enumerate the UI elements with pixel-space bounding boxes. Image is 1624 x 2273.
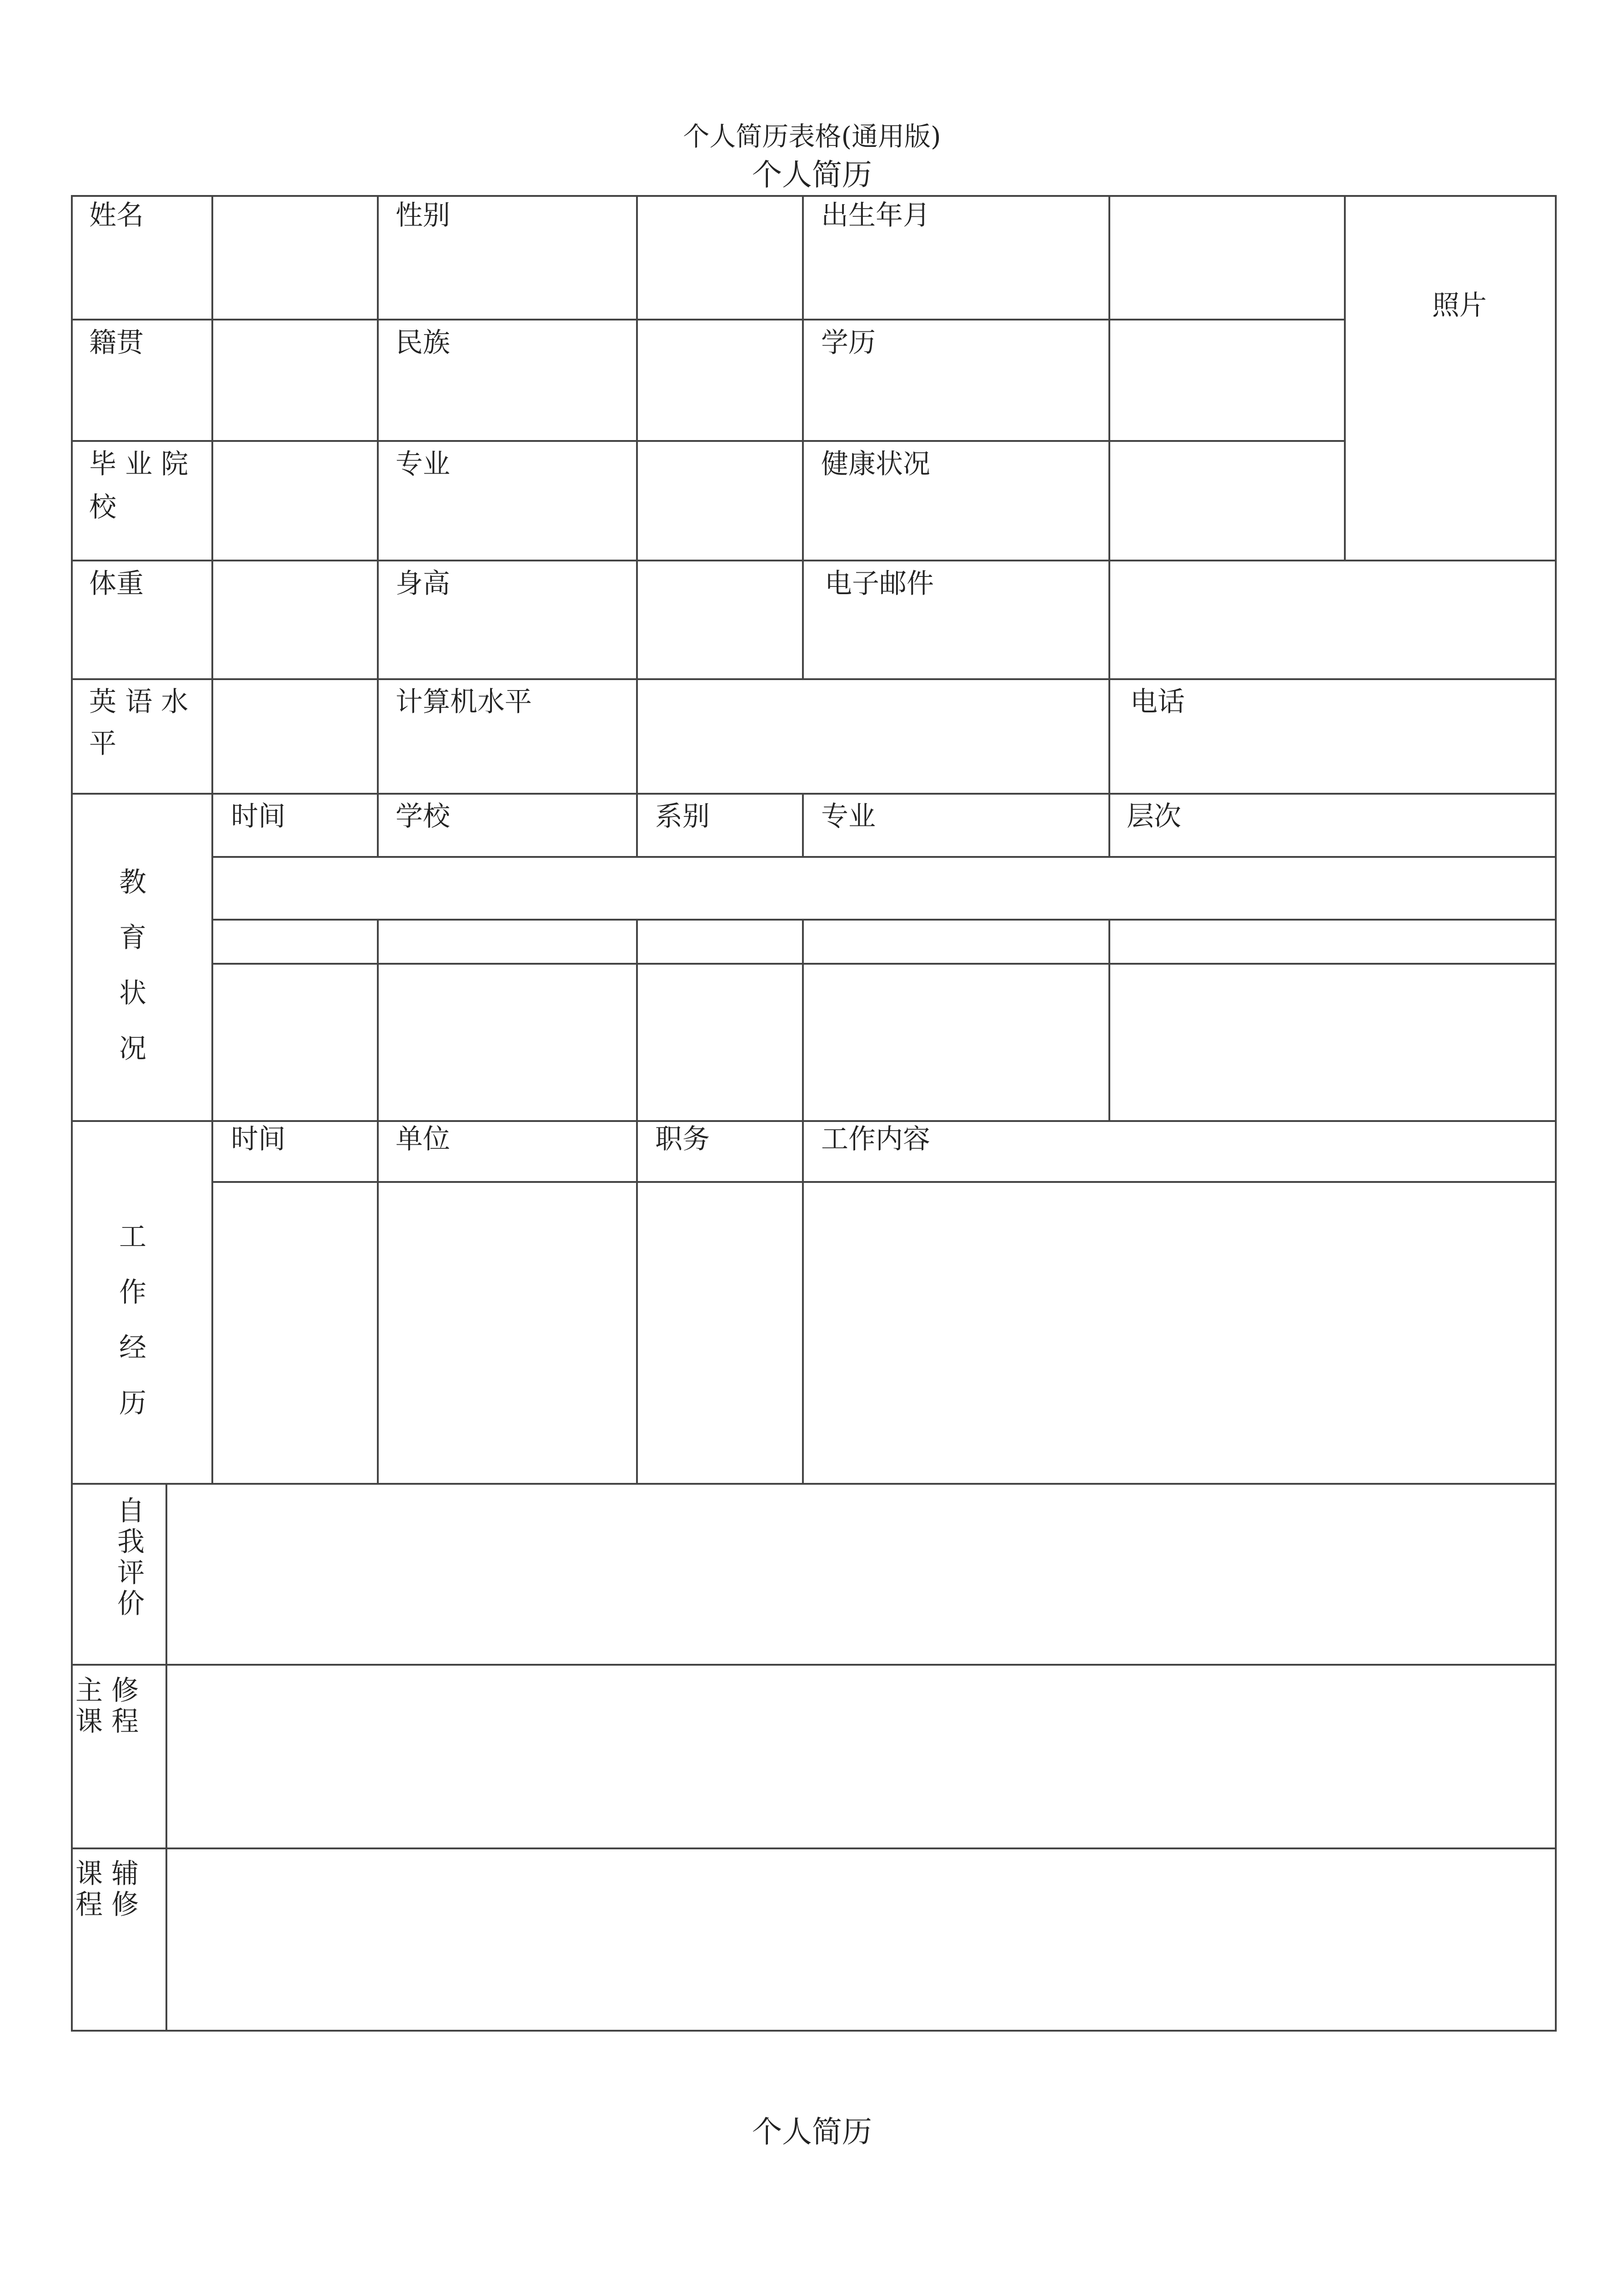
weight-label: 体重 <box>89 568 144 600</box>
work-section-label <box>119 1209 146 1431</box>
school-label-line2: 校 <box>89 491 116 523</box>
education-char-1: 教 <box>119 866 146 898</box>
gender-label: 性别 <box>396 200 450 231</box>
email-label: 电子邮件 <box>825 568 934 600</box>
form-title: 个人简历 <box>752 157 872 192</box>
work-col-position: 职务 <box>655 1123 710 1155</box>
height-label: 身高 <box>396 568 450 600</box>
education-col-major: 专业 <box>821 801 876 832</box>
photo-label: 照片 <box>1432 290 1487 321</box>
education-char-4: 况 <box>119 1033 146 1065</box>
work-char-1: 工 <box>119 1221 146 1253</box>
work-char-4: 历 <box>119 1387 146 1419</box>
ethnicity-label: 民族 <box>396 327 450 359</box>
health-label: 健康状况 <box>821 448 930 480</box>
minor-courses-label-line1: 课 辅 <box>75 1858 139 1890</box>
document-title: 个人简历表格(通用版) <box>683 121 941 152</box>
footer-title: 个人简历 <box>752 2114 872 2149</box>
english-label-line2: 平 <box>89 728 116 760</box>
self-evaluation-label <box>117 1496 145 1619</box>
education-col-time: 时间 <box>231 801 286 832</box>
work-col-time: 时间 <box>231 1123 286 1155</box>
self-eval-char-4: 价 <box>117 1588 145 1620</box>
education-col-school: 学校 <box>396 801 450 832</box>
native-place-label: 籍贯 <box>89 327 144 359</box>
major-courses-label-line1: 主 修 <box>75 1675 139 1707</box>
phone-label: 电话 <box>1130 686 1185 718</box>
major-label: 专业 <box>396 448 450 480</box>
birth-date-label: 出生年月 <box>821 200 930 231</box>
work-col-employer: 单位 <box>396 1123 450 1155</box>
education-char-3: 状 <box>119 977 146 1009</box>
education-col-department: 系别 <box>655 801 710 832</box>
work-col-duties: 工作内容 <box>821 1123 930 1155</box>
work-char-3: 经 <box>119 1332 146 1364</box>
major-courses-label-line2: 课 程 <box>75 1706 139 1737</box>
self-eval-char-1: 自 <box>117 1495 145 1527</box>
self-eval-char-2: 我 <box>117 1526 145 1558</box>
english-label-line1: 英 语 水 <box>89 686 189 718</box>
education-char-2: 育 <box>119 922 146 954</box>
self-eval-char-3: 评 <box>117 1557 145 1589</box>
minor-courses-label-line2: 程 修 <box>75 1889 139 1921</box>
education-level-label: 学历 <box>821 327 876 359</box>
name-label: 姓名 <box>89 200 144 231</box>
work-char-2: 作 <box>119 1277 146 1308</box>
computer-skill-label: 计算机水平 <box>396 686 532 718</box>
education-col-level: 层次 <box>1127 801 1181 832</box>
education-section-label <box>119 855 146 1076</box>
school-label-line1: 毕 业 院 <box>89 448 189 480</box>
